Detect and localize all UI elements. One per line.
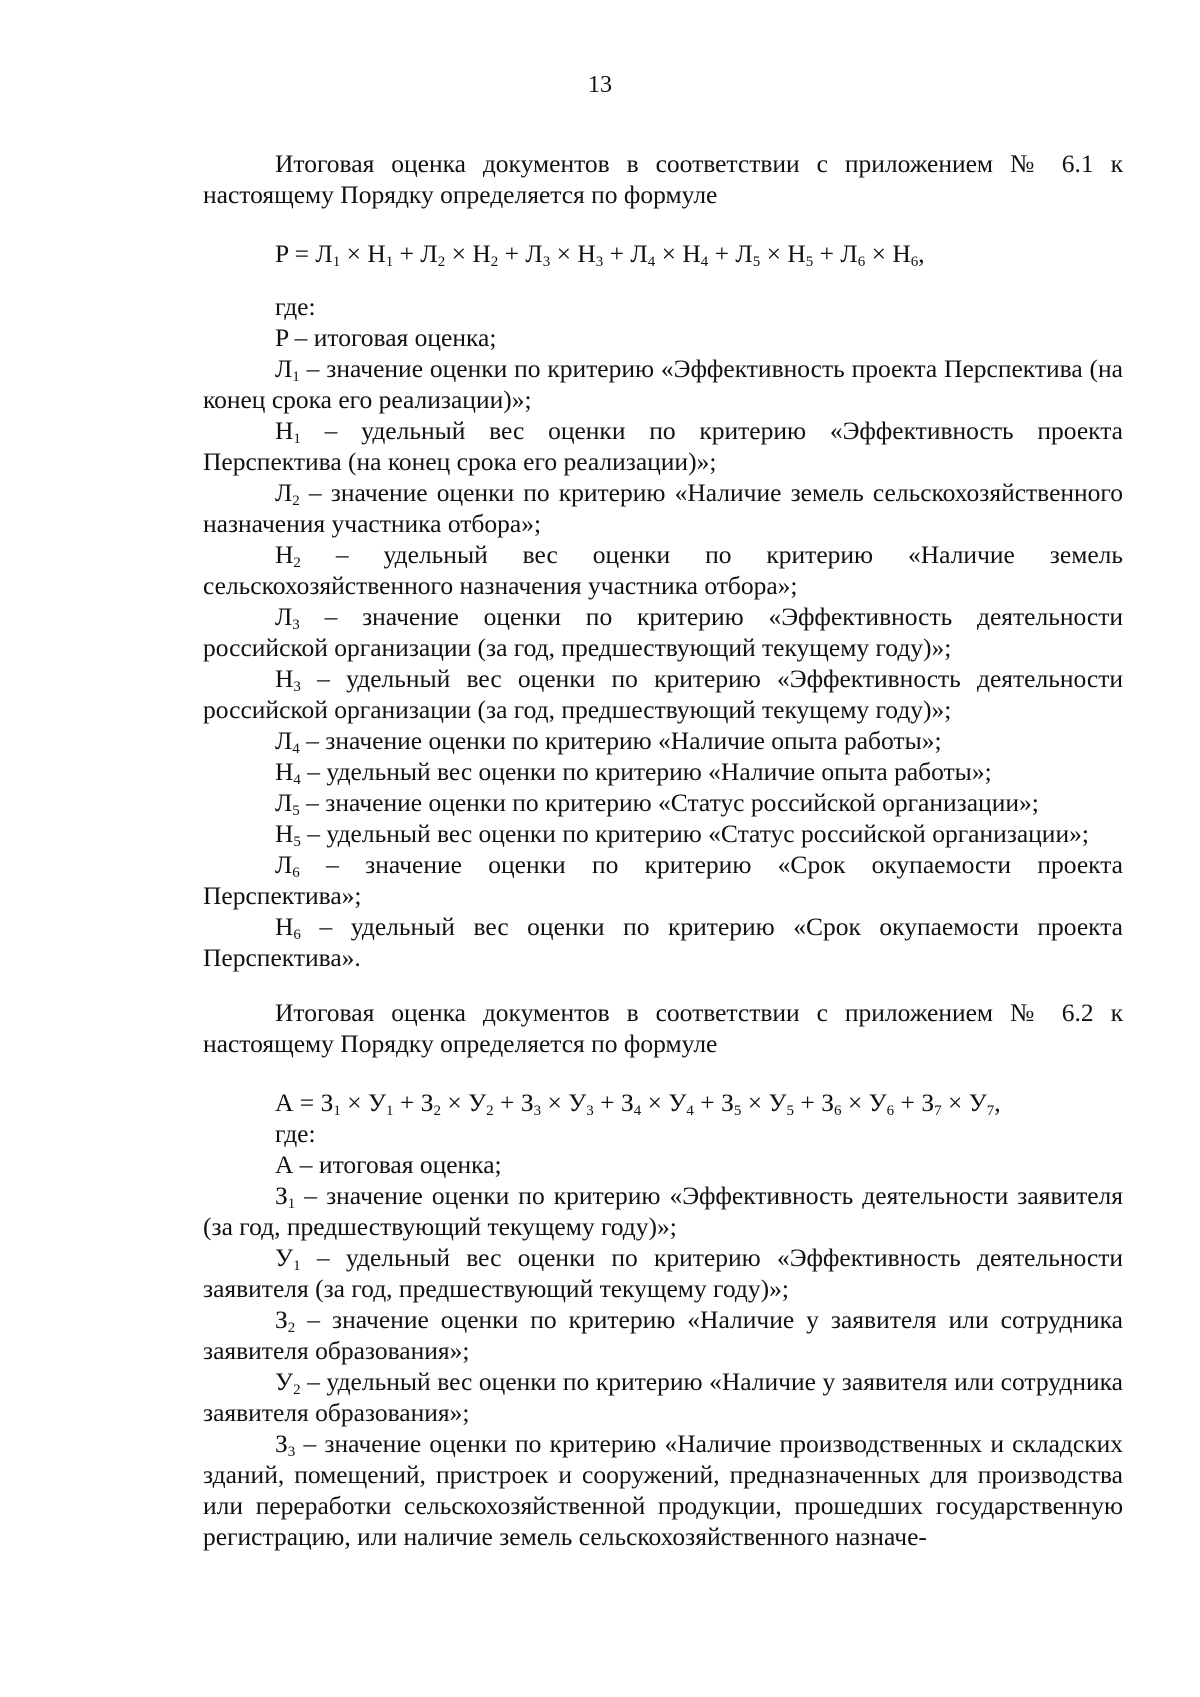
- definition-text: – удельный вес оценки по критерию «Эффективность деятельности российской организации (за год, предшествующий текущему году)»;: [203, 664, 1123, 724]
- formula-symbol: Л: [315, 239, 333, 268]
- formula-2: [203, 1087, 1123, 1118]
- formula-index: 3: [533, 1103, 542, 1119]
- formula-index: 2: [433, 1103, 441, 1119]
- formula-symbol: З: [420, 1088, 434, 1117]
- section-1-where: где:: [275, 292, 316, 321]
- formula-lhs: А: [275, 1088, 294, 1117]
- definition-item: [203, 1180, 1123, 1242]
- definition-index: 2: [293, 555, 301, 571]
- definition-symbol: Л: [275, 788, 293, 817]
- formula-plus: +: [493, 1088, 521, 1117]
- formula-symbol: Н: [367, 239, 386, 268]
- formula-index: 4: [686, 1103, 694, 1119]
- definition-text: – итоговая оценка;: [288, 323, 497, 352]
- definition-text: – значение оценки по критерию «Наличие производственных и складских зданий, помещений, пристроек и сооружений, предназначенных для производства или переработки сельскохозяйственной продукции, прошедших государственную регистрацию, или наличие земель сельскохозяйственного назначе-: [203, 1429, 1123, 1551]
- formula-plus: +: [498, 239, 526, 268]
- formula-symbol: Н: [577, 239, 596, 268]
- formula-multiply: ×: [865, 239, 893, 268]
- section-2-intro: Итоговая оценка документов в соответствии с приложением № 6.2 к настоящему Порядку определяется по формуле: [203, 998, 1123, 1058]
- definition-text: – итоговая оценка;: [293, 1150, 502, 1179]
- definition-symbol: Л: [275, 478, 293, 507]
- definition-symbol: Л: [275, 354, 293, 383]
- section-1-intro: Итоговая оценка документов в соответствии с приложением № 6.1 к настоящему Порядку определяется по формуле: [203, 149, 1123, 209]
- formula-symbol: У: [668, 1088, 687, 1117]
- formula-symbol: З: [620, 1088, 634, 1117]
- definition-text: – значение оценки по критерию «Статус российской организации»;: [299, 788, 1039, 817]
- definition-index: 4: [292, 741, 300, 757]
- formula-equals: =: [288, 239, 316, 268]
- definition-text: – удельный вес оценки по критерию «Статус российской организации»;: [300, 819, 1089, 848]
- formula-multiply: ×: [541, 1088, 569, 1117]
- definition-text: – удельный вес оценки по критерию «Эффективность деятельности заявителя (за год, предшествующий текущему году)»;: [203, 1243, 1123, 1303]
- formula-symbol: У: [468, 1088, 487, 1117]
- formula-index: 1: [385, 254, 394, 270]
- formula-index: 4: [700, 254, 709, 270]
- definition-item: [203, 601, 1123, 663]
- definition-item: [203, 1149, 1123, 1180]
- definition-item: [203, 849, 1123, 911]
- definition-symbol: Н: [275, 664, 294, 693]
- definition-text: – значение оценки по критерию «Наличие у заявителя или сотрудника заявителя образования»;: [203, 1305, 1123, 1365]
- definition-text: – удельный вес оценки по критерию «Наличие земель сельскохозяйственного назначения участника отбора»;: [203, 540, 1123, 600]
- definition-index: 6: [292, 865, 300, 881]
- definition-symbol: P: [275, 323, 289, 352]
- formula-index: 2: [437, 254, 446, 270]
- formula-index: 1: [386, 1103, 394, 1119]
- formula-symbol: У: [768, 1088, 787, 1117]
- formula-symbol: У: [868, 1088, 887, 1117]
- formula-multiply: ×: [440, 1088, 469, 1117]
- formula-multiply: ×: [741, 1088, 769, 1117]
- definition-index: 5: [293, 834, 301, 850]
- formula-symbol: Н: [472, 239, 491, 268]
- formula-multiply: ×: [941, 1088, 969, 1117]
- formula-index: 5: [752, 254, 761, 270]
- formula-equals: =: [293, 1088, 321, 1117]
- formula-index: 6: [910, 254, 919, 270]
- formula-multiply: ×: [445, 239, 473, 268]
- definition-item: [203, 1304, 1123, 1366]
- formula-end: ,: [918, 239, 925, 268]
- formula-index: 5: [786, 1103, 795, 1119]
- formula-lhs: P: [275, 239, 289, 268]
- formula-symbol: З: [320, 1088, 334, 1117]
- formula-multiply: ×: [655, 239, 683, 268]
- definition-item: [203, 415, 1123, 477]
- formula-symbol: У: [367, 1088, 387, 1117]
- definition-index: 5: [292, 803, 300, 819]
- formula-plus: +: [393, 1088, 421, 1117]
- page-number: 13: [588, 72, 612, 98]
- definition-index: 1: [292, 369, 300, 385]
- definition-text: – удельный вес оценки по критерию «Наличие у заявителя или сотрудника заявителя образования»;: [203, 1367, 1123, 1427]
- formula-symbol: Л: [840, 239, 858, 268]
- formula-multiply: ×: [760, 239, 788, 268]
- definition-item: [203, 477, 1123, 539]
- definition-item: [203, 322, 1123, 353]
- formula-index: 1: [332, 254, 341, 270]
- definition-symbol: А: [275, 1150, 294, 1179]
- formula-end: ,: [994, 1088, 1001, 1117]
- definition-index: 3: [292, 617, 300, 633]
- definition-symbol: Л: [275, 602, 293, 631]
- definition-text: – значение оценки по критерию «Наличие земель сельскохозяйственного назначения участника отбора»;: [203, 478, 1123, 538]
- formula-symbol: У: [568, 1088, 587, 1117]
- definition-item: [203, 1242, 1123, 1304]
- formula-index: 3: [595, 254, 604, 270]
- formula-multiply: ×: [340, 1088, 368, 1117]
- formula-1: [203, 238, 1123, 269]
- definition-symbol: З: [275, 1305, 288, 1334]
- definition-index: 2: [293, 1382, 301, 1398]
- document-body: [203, 148, 1123, 1552]
- definition-item: [203, 539, 1123, 601]
- formula-plus: +: [708, 239, 736, 268]
- definition-item: [203, 1428, 1123, 1552]
- formula-index: 1: [333, 1103, 341, 1119]
- formula-plus: +: [603, 239, 631, 268]
- definition-index: 1: [287, 1196, 296, 1212]
- definition-item: [203, 756, 1123, 787]
- definition-symbol: Н: [275, 540, 294, 569]
- formula-symbol: Н: [787, 239, 806, 268]
- definition-index: 6: [293, 927, 301, 943]
- section-2-where: где:: [275, 1119, 316, 1148]
- definition-item: [203, 663, 1123, 725]
- definition-symbol: Л: [275, 726, 293, 755]
- section-1-definitions: [203, 322, 1123, 973]
- formula-index: 7: [934, 1103, 942, 1119]
- formula-index: 2: [486, 1103, 494, 1119]
- formula-multiply: ×: [641, 1088, 669, 1117]
- formula-index: 5: [805, 254, 814, 270]
- definition-symbol: Л: [275, 850, 293, 879]
- definition-index: 1: [293, 1258, 301, 1274]
- formula-index: 4: [647, 254, 656, 270]
- definition-symbol: Н: [275, 912, 294, 941]
- definition-item: [203, 911, 1123, 973]
- formula-symbol: Л: [630, 239, 648, 268]
- definition-symbol: З: [275, 1429, 288, 1458]
- formula-index: 7: [986, 1103, 995, 1119]
- definition-item: [203, 818, 1123, 849]
- definition-text: – удельный вес оценки по критерию «Наличие опыта работы»;: [300, 757, 992, 786]
- formula-symbol: З: [821, 1088, 834, 1117]
- formula-index: 3: [542, 254, 551, 270]
- formula-index: 3: [586, 1103, 594, 1119]
- section-2-definitions: [203, 1149, 1123, 1552]
- formula-index: 4: [633, 1103, 642, 1119]
- definition-item: [203, 1366, 1123, 1428]
- formula-plus: +: [693, 1088, 722, 1117]
- formula-symbol: Н: [682, 239, 701, 268]
- formula-symbol: Н: [892, 239, 911, 268]
- formula-symbol: З: [721, 1088, 734, 1117]
- definition-text: – удельный вес оценки по критерию «Эффективность проекта Перспектива (на конец срока его реализации)»;: [203, 416, 1123, 476]
- definition-item: [203, 353, 1123, 415]
- formula-plus: +: [794, 1088, 822, 1117]
- definition-text: – удельный вес оценки по критерию «Срок окупаемости проекта Перспектива».: [203, 912, 1123, 972]
- formula-plus: +: [894, 1088, 922, 1117]
- formula-index: 6: [857, 254, 866, 270]
- formula-symbol: У: [968, 1088, 987, 1117]
- definition-text: – значение оценки по критерию «Эффективность деятельности заявителя (за год, предшествующий текущему году)»;: [203, 1181, 1123, 1241]
- definition-symbol: З: [275, 1181, 288, 1210]
- definition-index: 4: [293, 772, 301, 788]
- definition-text: – значение оценки по критерию «Эффективность деятельности российской организации (за год, предшествующий текущему году)»;: [203, 602, 1123, 662]
- definition-symbol: Н: [275, 416, 294, 445]
- definition-item: [203, 725, 1123, 756]
- formula-index: 5: [733, 1103, 742, 1119]
- definition-item: [203, 787, 1123, 818]
- formula-symbol: З: [520, 1088, 534, 1117]
- formula-symbol: З: [921, 1088, 935, 1117]
- formula-symbol: Л: [525, 239, 543, 268]
- formula-plus: +: [593, 1088, 621, 1117]
- definition-text: – значение оценки по критерию «Наличие опыта работы»;: [299, 726, 942, 755]
- formula-multiply: ×: [550, 239, 578, 268]
- definition-symbol: Н: [275, 819, 294, 848]
- definition-symbol: У: [275, 1243, 294, 1272]
- definition-index: 2: [287, 1320, 296, 1336]
- definition-text: – значение оценки по критерию «Срок окупаемости проекта Перспектива»;: [203, 850, 1123, 910]
- definition-text: – значение оценки по критерию «Эффективность проекта Перспектива (на конец срока его реализации)»;: [203, 354, 1123, 414]
- formula-index: 6: [886, 1103, 895, 1119]
- definition-index: 3: [287, 1444, 296, 1460]
- formula-symbol: Л: [735, 239, 753, 268]
- definition-index: 3: [293, 679, 301, 695]
- formula-index: 6: [833, 1103, 842, 1119]
- definition-symbol: У: [275, 1367, 294, 1396]
- definition-symbol: Н: [275, 757, 294, 786]
- formula-multiply: ×: [841, 1088, 869, 1117]
- formula-symbol: Л: [420, 239, 438, 268]
- formula-plus: +: [813, 239, 841, 268]
- definition-index: 1: [293, 431, 301, 447]
- definition-index: 2: [292, 493, 300, 509]
- formula-multiply: ×: [340, 239, 368, 268]
- formula-plus: +: [393, 239, 421, 268]
- formula-index: 2: [490, 254, 499, 270]
